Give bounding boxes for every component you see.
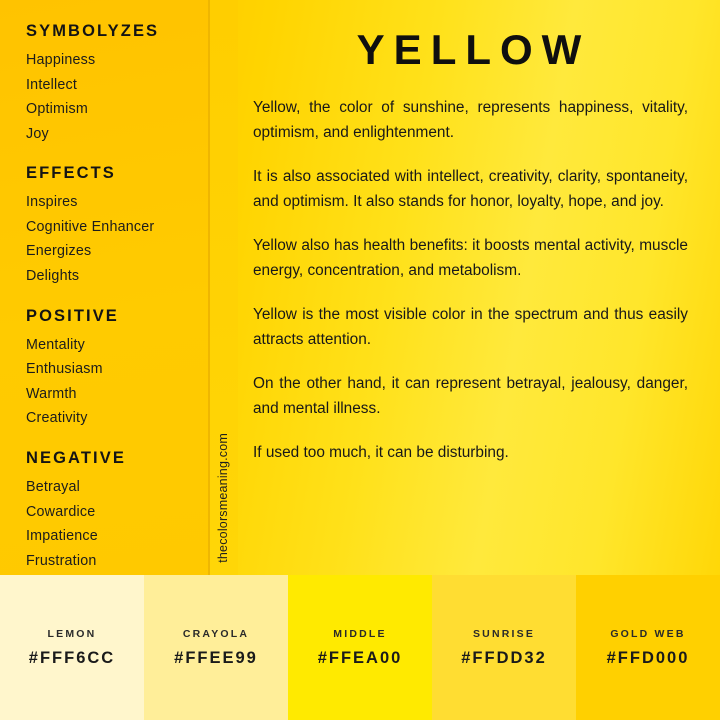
- group-item: Energizes: [26, 243, 92, 260]
- description-paragraph: On the other hand, it can represent betrayal, jealousy, danger, and mental illness.: [253, 374, 688, 417]
- swatch-hex: #FFD000: [606, 648, 690, 667]
- swatch-name: CRAYOLA: [182, 627, 250, 640]
- group-title: NEGATIVE: [26, 448, 126, 467]
- group-item: Happiness: [26, 52, 96, 68]
- swatch-hex: #FFDD32: [461, 648, 547, 667]
- group-item: Optimism: [26, 101, 88, 118]
- attribute-group-negative: [26, 449, 208, 573]
- swatch-name: LEMON: [47, 627, 97, 640]
- description-paragraph: It is also associated with intellect, creativity, clarity, spontaneity, and optimism. It also stands for honor, loyalty, hope, and joy.: [253, 167, 688, 210]
- swatch-name: GOLD WEB: [610, 627, 686, 640]
- group-item: Delights: [26, 268, 80, 285]
- attributes-sidebar: [0, 0, 208, 575]
- group-item: Warmth: [26, 385, 77, 402]
- swatch-hex: #FFF6CC: [28, 648, 116, 667]
- group-title: POSITIVE: [26, 306, 119, 325]
- color-swatch: [0, 575, 144, 720]
- description-paragraph: Yellow also has health benefits: it boosts mental activity, muscle energy, concentration, and metabolism.: [253, 236, 688, 279]
- group-item: Betrayal: [26, 478, 81, 495]
- group-item: Frustration: [26, 552, 97, 569]
- swatch-hex: #FFEE99: [174, 648, 258, 667]
- description-paragraph: Yellow, the color of sunshine, represents happiness, vitality, optimism, and enlightenment.: [253, 99, 688, 141]
- color-swatch: [288, 575, 432, 720]
- group-item: Cognitive Enhancer: [26, 218, 155, 235]
- group-title: EFFECTS: [26, 164, 116, 183]
- group-item: Joy: [26, 125, 49, 142]
- vertical-divider: [208, 0, 210, 575]
- description-paragraph: If used too much, it can be disturbing.: [253, 443, 509, 461]
- group-item: Enthusiasm: [26, 361, 103, 378]
- group-item: Impatience: [26, 528, 98, 545]
- site-credit: thecolorsmeaning.com: [216, 433, 230, 563]
- description-panel: [238, 0, 720, 575]
- attribute-group-positive: [26, 307, 208, 431]
- color-swatch-strip: [0, 575, 720, 720]
- page-title: YELLOW: [356, 26, 591, 73]
- swatch-hex: #FFEA00: [317, 648, 403, 667]
- swatch-name: SUNRISE: [472, 627, 536, 640]
- group-title: SYMBOLYZES: [26, 22, 160, 40]
- credit-column: [208, 0, 238, 575]
- group-item: Intellect: [26, 76, 78, 93]
- color-swatch: [576, 575, 720, 720]
- group-item: Inspires: [26, 194, 78, 211]
- color-swatch: [432, 575, 576, 720]
- group-item: Creativity: [26, 410, 88, 427]
- swatch-name: MIDDLE: [333, 627, 387, 640]
- attribute-group-effects: [26, 164, 208, 288]
- color-swatch: [144, 575, 288, 720]
- description-paragraph: Yellow is the most visible color in the spectrum and thus easily attracts attention.: [253, 305, 688, 348]
- group-item: Cowardice: [26, 503, 96, 520]
- group-item: Mentality: [26, 336, 86, 353]
- attribute-group-symbolyzes: [26, 22, 208, 146]
